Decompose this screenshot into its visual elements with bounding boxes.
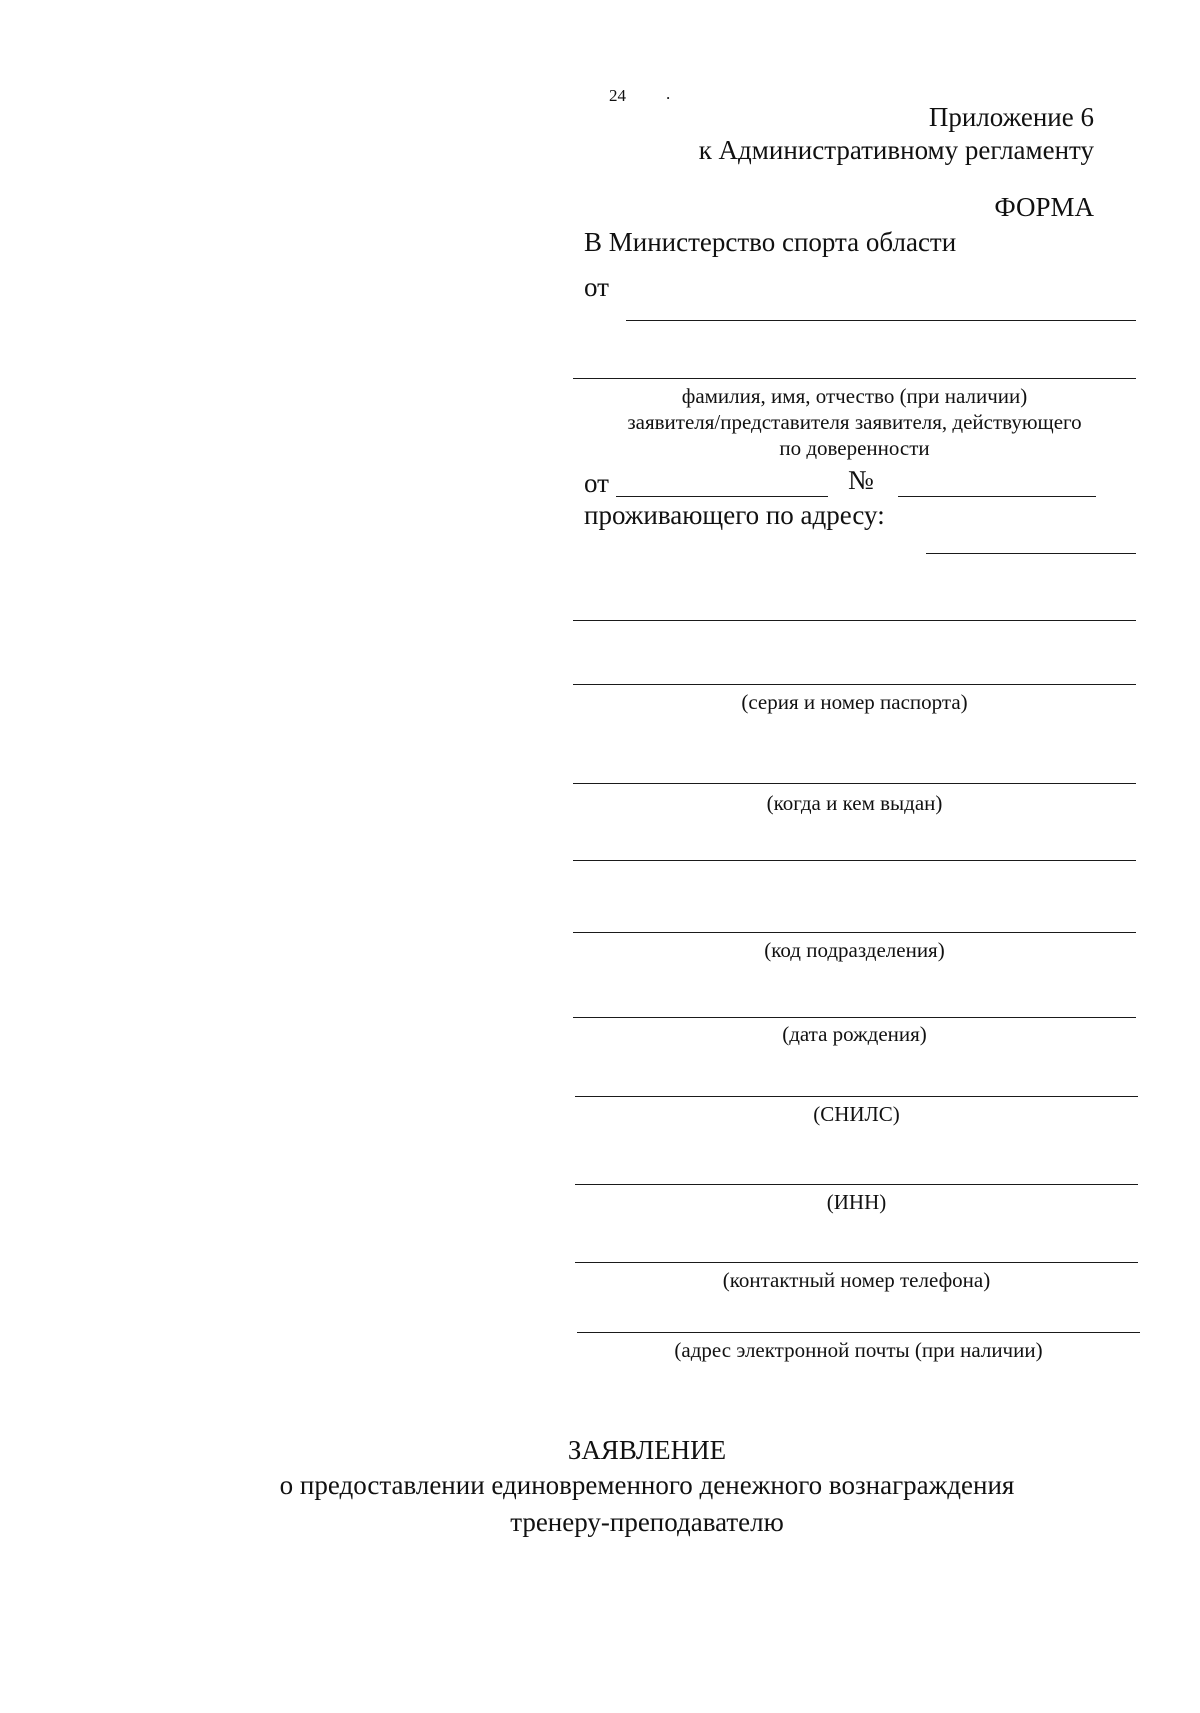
phone-field-line[interactable]	[575, 1262, 1138, 1263]
statement-subtitle-2: тренеру-преподавателю	[510, 1507, 784, 1537]
page-number: 24	[609, 86, 626, 105]
passport-field-line[interactable]	[573, 684, 1136, 685]
caption-birth-date: (дата рождения)	[782, 1022, 927, 1046]
division-code-field-line[interactable]	[573, 932, 1136, 933]
caption-issued: (когда и кем выдан)	[766, 791, 943, 815]
appendix-line-2: к Административному регламенту	[698, 135, 1094, 165]
caption-applicant-name-1: фамилия, имя, отчество (при наличии)	[681, 384, 1028, 408]
inn-field-line[interactable]	[575, 1184, 1138, 1185]
stray-mark: .	[666, 84, 671, 103]
caption-applicant-name-2: заявителя/представителя заявителя, действующего	[627, 410, 1082, 434]
caption-phone: (контактный номер телефона)	[722, 1268, 991, 1292]
residing-label: проживающего по адресу:	[584, 500, 885, 530]
applicant-name-field-line-1[interactable]	[626, 320, 1136, 321]
poa-number-label: №	[848, 465, 874, 495]
email-field-line[interactable]	[577, 1332, 1140, 1333]
from-label: от	[584, 272, 609, 302]
poa-from-label: от	[584, 468, 609, 498]
caption-email: (адрес электронной почты (при наличии)	[674, 1338, 1043, 1362]
caption-inn: (ИНН)	[826, 1190, 887, 1214]
caption-passport: (серия и номер паспорта)	[741, 690, 968, 714]
issued-field-line-2[interactable]	[573, 860, 1136, 861]
caption-applicant-name-3: по доверенности	[779, 436, 930, 460]
statement-heading: ЗАЯВЛЕНИЕ	[567, 1435, 727, 1465]
address-field-line-1[interactable]	[926, 553, 1136, 554]
applicant-name-field-line-2[interactable]	[573, 378, 1136, 379]
caption-division-code: (код подразделения)	[764, 938, 945, 962]
caption-snils: (СНИЛС)	[813, 1102, 900, 1126]
appendix-line-1: Приложение 6	[928, 102, 1094, 132]
addressee: В Министерство спорта области	[584, 227, 957, 257]
statement-subtitle-1: о предоставлении единовременного денежного вознаграждения	[279, 1470, 1015, 1500]
poa-number-field-line[interactable]	[898, 496, 1096, 497]
poa-date-field-line[interactable]	[616, 496, 828, 497]
birth-date-field-line[interactable]	[573, 1017, 1136, 1018]
address-field-line-2[interactable]	[573, 620, 1136, 621]
issued-field-line[interactable]	[573, 783, 1136, 784]
form-label: ФОРМА	[994, 192, 1094, 222]
snils-field-line[interactable]	[575, 1096, 1138, 1097]
